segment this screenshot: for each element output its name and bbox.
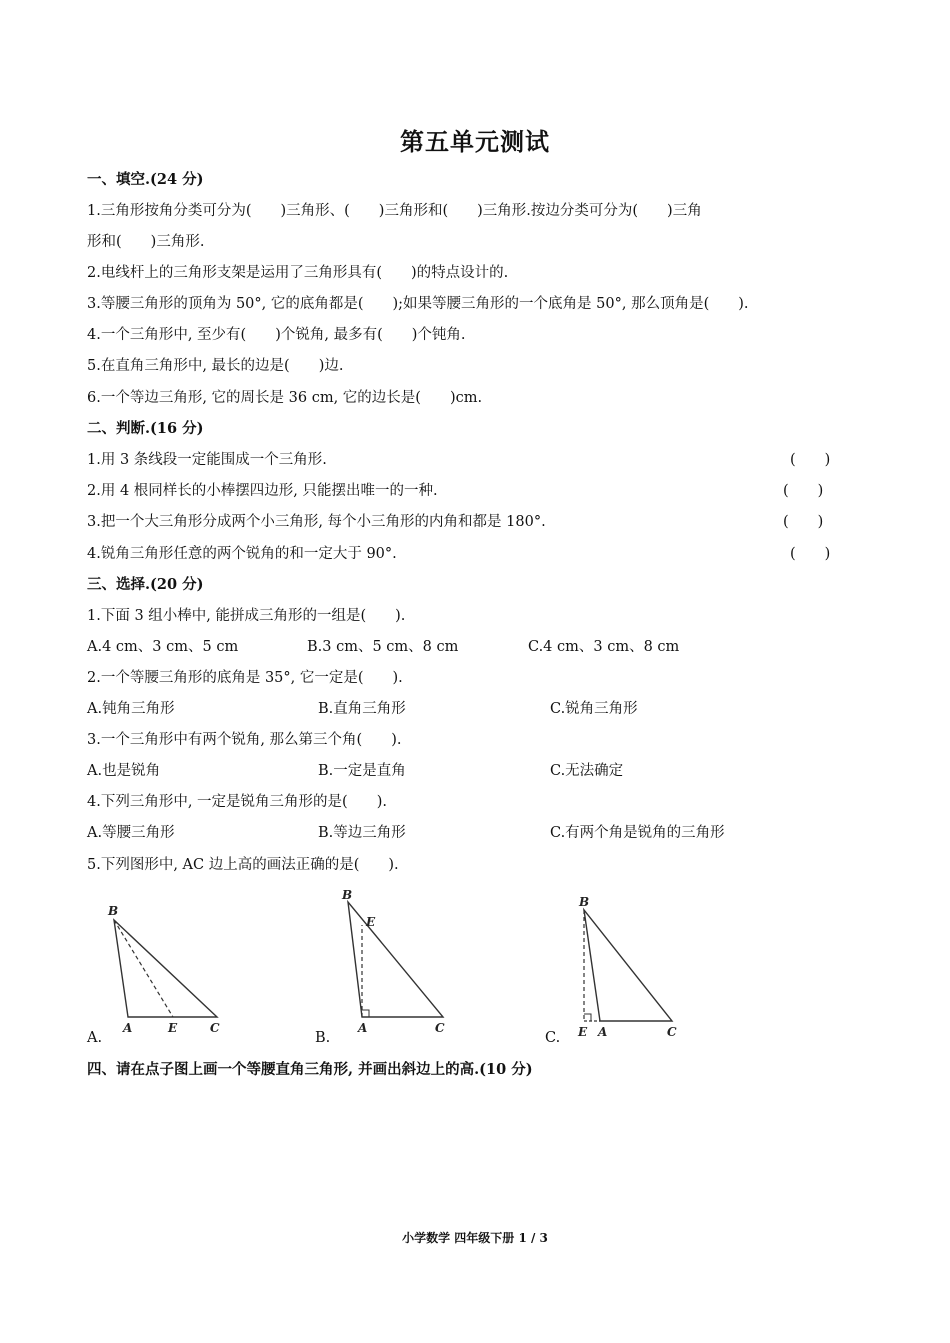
- figure-b-point-c: C: [435, 1021, 445, 1035]
- page-title: 第五单元测试: [400, 127, 550, 156]
- figure-b-point-e: E: [366, 915, 376, 929]
- choice-1-option-a[interactable]: A.4 cm、3 cm、5 cm: [87, 639, 239, 655]
- figure-c-point-c: C: [667, 1025, 677, 1039]
- choice-question-5: 5.下列图形中, AC 边上高的画法正确的是( ).: [87, 857, 399, 873]
- page-footer: 小学数学 四年级下册 1 / 3: [402, 1231, 548, 1245]
- judge-answer-2[interactable]: ( ): [783, 483, 824, 499]
- choice-4-option-a[interactable]: A.等腰三角形: [87, 825, 175, 841]
- choice-3-option-c[interactable]: C.无法确定: [550, 763, 624, 779]
- fill-question-1-line-2: 形和( )三角形.: [87, 234, 205, 250]
- judge-answer-1[interactable]: ( ): [790, 452, 831, 468]
- choice-2-option-a[interactable]: A.钝角三角形: [87, 701, 175, 717]
- choice-question-1: 1.下面 3 组小棒中, 能拼成三角形的一组是( ).: [87, 608, 406, 624]
- figure-c-triangle: [584, 910, 672, 1021]
- figure-c-right-angle-mark: [584, 1014, 591, 1021]
- choice-question-4: 4.下列三角形中, 一定是锐角三角形的是( ).: [87, 794, 387, 810]
- figure-a: [100, 895, 240, 1040]
- figure-a-point-c: C: [210, 1021, 220, 1035]
- figure-c: [570, 888, 690, 1043]
- figure-a-point-e: E: [168, 1021, 178, 1035]
- judge-question-3: 3.把一个大三角形分成两个小三角形, 每个小三角形的内角和都是 180°.: [87, 514, 546, 530]
- figure-a-point-b: B: [108, 904, 119, 918]
- choice-4-option-c[interactable]: C.有两个角是锐角的三角形: [550, 825, 725, 841]
- figure-a-point-a: A: [123, 1021, 133, 1035]
- figure-a-triangle: [114, 920, 217, 1017]
- choice-2-option-c[interactable]: C.锐角三角形: [550, 701, 638, 717]
- figure-c-point-a: A: [598, 1025, 608, 1039]
- figure-c-point-e: E: [578, 1025, 588, 1039]
- figure-c-option-label[interactable]: C.: [545, 1030, 561, 1046]
- fill-question-5: 5.在直角三角形中, 最长的边是( )边.: [87, 358, 344, 374]
- figure-b-option-label[interactable]: B.: [315, 1030, 331, 1046]
- fill-question-1-line-1: 1.三角形按角分类可分为( )三角形、( )三角形和( )三角形.按边分类可分为( )三角: [87, 203, 702, 219]
- fill-question-2: 2.电线杆上的三角形支架是运用了三角形具有( )的特点设计的.: [87, 265, 509, 281]
- figure-b-point-a: A: [358, 1021, 368, 1035]
- section-judge-heading: 二、判断.(16 分): [87, 420, 204, 437]
- fill-question-6: 6.一个等边三角形, 它的周长是 36 cm, 它的边长是( )cm.: [87, 390, 483, 406]
- choice-4-option-b[interactable]: B.等边三角形: [318, 825, 406, 841]
- choice-2-option-b[interactable]: B.直角三角形: [318, 701, 406, 717]
- section-choice-heading: 三、选择.(20 分): [87, 576, 204, 593]
- choice-3-option-a[interactable]: A.也是锐角: [87, 763, 161, 779]
- choice-1-option-b[interactable]: B.3 cm、5 cm、8 cm: [307, 639, 459, 655]
- figure-c-point-b: B: [579, 895, 590, 909]
- judge-question-1: 1.用 3 条线段一定能围成一个三角形.: [87, 452, 327, 468]
- figure-a-option-label[interactable]: A.: [87, 1030, 103, 1046]
- section-fill-heading: 一、填空.(24 分): [87, 171, 204, 188]
- figure-a-dashed-line: [114, 920, 173, 1017]
- judge-answer-3[interactable]: ( ): [783, 514, 824, 530]
- judge-answer-4[interactable]: ( ): [790, 546, 831, 562]
- figure-b-point-b: B: [342, 888, 353, 902]
- figure-b: [335, 880, 465, 1040]
- choice-question-2: 2.一个等腰三角形的底角是 35°, 它一定是( ).: [87, 670, 403, 686]
- choice-1-option-c[interactable]: C.4 cm、3 cm、8 cm: [528, 639, 680, 655]
- fill-question-4: 4.一个三角形中, 至少有( )个锐角, 最多有( )个钝角.: [87, 327, 466, 343]
- section-draw-heading: 四、请在点子图上画一个等腰直角三角形, 并画出斜边上的高.(10 分): [87, 1061, 533, 1078]
- choice-3-option-b[interactable]: B.一定是直角: [318, 763, 406, 779]
- judge-question-2: 2.用 4 根同样长的小棒摆四边形, 只能摆出唯一的一种.: [87, 483, 438, 499]
- figure-b-right-angle-mark: [362, 1010, 369, 1017]
- judge-question-4: 4.锐角三角形任意的两个锐角的和一定大于 90°.: [87, 546, 397, 562]
- fill-question-3: 3.等腰三角形的顶角为 50°, 它的底角都是( );如果等腰三角形的一个底角是 50°, 那么顶角是( ).: [87, 296, 749, 312]
- choice-question-3: 3.一个三角形中有两个锐角, 那么第三个角( ).: [87, 732, 402, 748]
